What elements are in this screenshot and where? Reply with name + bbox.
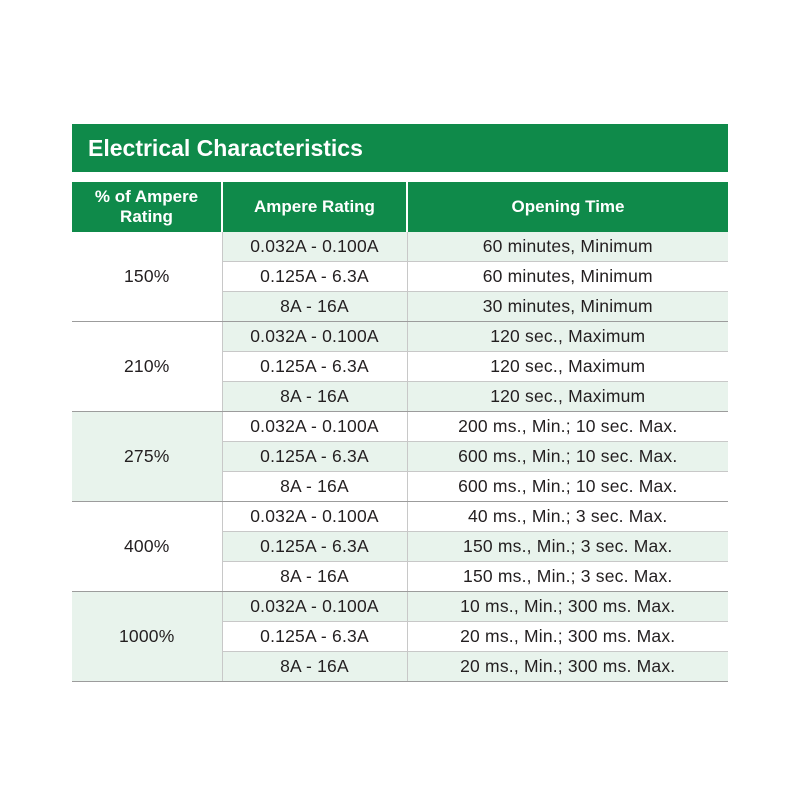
header-ampere-rating: Ampere Rating (222, 182, 407, 232)
rating-group (72, 592, 728, 682)
rating-group (72, 322, 728, 412)
ampere-rating-cell: 0.125A - 6.3A (222, 532, 407, 562)
opening-time-cell: 150 ms., Min.; 3 sec. Max. (407, 562, 728, 592)
opening-time-cell: 40 ms., Min.; 3 sec. Max. (407, 502, 728, 532)
percent-cell: 150% (72, 232, 222, 322)
ampere-rating-cell: 0.125A - 6.3A (222, 262, 407, 292)
ampere-rating-cell: 8A - 16A (222, 382, 407, 412)
ampere-rating-cell: 0.125A - 6.3A (222, 352, 407, 382)
opening-time-cell: 200 ms., Min.; 10 sec. Max. (407, 412, 728, 442)
table-row (72, 322, 728, 352)
rating-group (72, 412, 728, 502)
header-percent-rating: % of Ampere Rating (72, 182, 222, 232)
ampere-rating-cell: 0.032A - 0.100A (222, 412, 407, 442)
percent-cell: 275% (72, 412, 222, 502)
characteristics-table (72, 182, 728, 682)
percent-cell: 400% (72, 502, 222, 592)
rating-group (72, 502, 728, 592)
opening-time-cell: 20 ms., Min.; 300 ms. Max. (407, 652, 728, 682)
ampere-rating-cell: 0.125A - 6.3A (222, 442, 407, 472)
header-opening-time: Opening Time (407, 182, 728, 232)
table-row (72, 592, 728, 622)
panel-title: Electrical Characteristics (72, 124, 728, 172)
opening-time-cell: 60 minutes, Minimum (407, 232, 728, 262)
percent-cell: 210% (72, 322, 222, 412)
percent-cell: 1000% (72, 592, 222, 682)
opening-time-cell: 60 minutes, Minimum (407, 262, 728, 292)
ampere-rating-cell: 0.125A - 6.3A (222, 622, 407, 652)
ampere-rating-cell: 8A - 16A (222, 562, 407, 592)
title-gap (72, 172, 728, 182)
opening-time-cell: 600 ms., Min.; 10 sec. Max. (407, 442, 728, 472)
ampere-rating-cell: 0.032A - 0.100A (222, 502, 407, 532)
electrical-characteristics-panel (72, 124, 728, 682)
table-row (72, 412, 728, 442)
ampere-rating-cell: 8A - 16A (222, 472, 407, 502)
table-header (72, 182, 728, 232)
opening-time-cell: 10 ms., Min.; 300 ms. Max. (407, 592, 728, 622)
opening-time-cell: 20 ms., Min.; 300 ms. Max. (407, 622, 728, 652)
opening-time-cell: 120 sec., Maximum (407, 322, 728, 352)
ampere-rating-cell: 8A - 16A (222, 652, 407, 682)
table-row (72, 502, 728, 532)
ampere-rating-cell: 8A - 16A (222, 292, 407, 322)
header-row (72, 182, 728, 232)
opening-time-cell: 120 sec., Maximum (407, 352, 728, 382)
table-row (72, 232, 728, 262)
ampere-rating-cell: 0.032A - 0.100A (222, 322, 407, 352)
ampere-rating-cell: 0.032A - 0.100A (222, 592, 407, 622)
opening-time-cell: 30 minutes, Minimum (407, 292, 728, 322)
opening-time-cell: 150 ms., Min.; 3 sec. Max. (407, 532, 728, 562)
ampere-rating-cell: 0.032A - 0.100A (222, 232, 407, 262)
opening-time-cell: 120 sec., Maximum (407, 382, 728, 412)
opening-time-cell: 600 ms., Min.; 10 sec. Max. (407, 472, 728, 502)
rating-group (72, 232, 728, 322)
